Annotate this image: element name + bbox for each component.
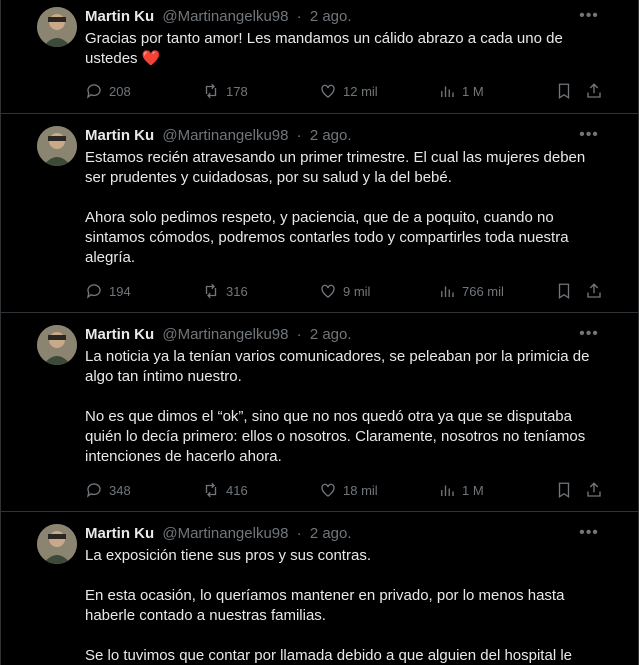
tweet-header [85,7,618,27]
author-name[interactable]: Martin Ku [85,525,155,542]
share-icon [585,481,603,499]
bookmark-button[interactable] [555,479,573,501]
avatar-image [37,325,77,365]
like-count: 9 mil [343,283,371,299]
tweet-text [85,29,607,69]
share-button[interactable] [585,479,603,501]
views-button[interactable] [438,280,504,302]
like-button[interactable] [319,280,370,302]
tweet-header [85,325,618,345]
tweet-date[interactable]: 2 ago. [309,127,352,144]
tweet[interactable] [1,0,638,114]
author-handle[interactable]: @Martinangelku98 [162,525,289,542]
heart-emoji-icon: ❤️ [141,50,161,67]
tweet-date[interactable]: 2 ago. [309,525,352,542]
views-button[interactable] [438,80,484,102]
author-name[interactable]: Martin Ku [85,127,155,144]
retweet-button[interactable] [202,479,248,501]
share-icon [585,282,603,300]
views-count: 766 mil [462,283,504,299]
retweet-count: 416 [226,482,248,498]
tweet-paragraph: No es que dimos el “ok”, sino que no nos quedó otra ya que se disputaba quién lo decía primero: ellos o nosotros. Claramente, nosotros no teníamos intenciones de hacerlo ahora. [85,408,586,465]
bookmark-button[interactable] [555,280,573,302]
tweet[interactable] [1,512,638,665]
reply-icon [85,282,103,300]
reply-button[interactable] [85,479,131,501]
retweet-count: 178 [226,83,248,99]
avatar[interactable] [37,325,77,365]
views-count: 1 M [462,482,484,498]
tweet-actions [85,479,600,501]
like-count: 18 mil [343,482,378,498]
separator-dot: · [296,326,302,343]
tweet-paragraph: La exposición tiene sus pros y sus contras. [85,547,371,564]
tweet-header [85,126,618,146]
separator-dot: · [296,8,302,25]
reply-count: 194 [109,283,131,299]
like-icon [319,82,337,100]
retweet-icon [202,481,220,499]
tweet[interactable] [1,313,638,512]
like-count: 12 mil [343,83,378,99]
views-icon [438,82,456,100]
avatar-image [37,7,77,47]
views-count: 1 M [462,83,484,99]
retweet-icon [202,282,220,300]
tweet-header [85,524,618,544]
like-button[interactable] [319,479,378,501]
author-handle[interactable]: @Martinangelku98 [162,326,289,343]
tweet-paragraph: Se lo tuvimos que contar por llamada debido a que alguien del hospital le [85,647,572,664]
more-options-icon[interactable]: ••• [579,126,599,143]
author-name[interactable]: Martin Ku [85,326,155,343]
separator-dot: · [296,127,302,144]
bookmark-icon [555,82,573,100]
views-button[interactable] [438,479,484,501]
tweet-actions [85,280,600,302]
share-button[interactable] [585,80,603,102]
retweet-button[interactable] [202,280,248,302]
retweet-icon [202,82,220,100]
avatar[interactable] [37,524,77,564]
share-icon [585,82,603,100]
like-button[interactable] [319,80,378,102]
tweet-paragraph: Gracias por tanto amor! Les mandamos un cálido abrazo a cada uno de ustedes ❤️ [85,30,563,67]
like-icon [319,481,337,499]
author-name[interactable]: Martin Ku [85,8,155,25]
separator-dot: · [296,525,302,542]
retweet-count: 316 [226,283,248,299]
bookmark-icon [555,282,573,300]
more-options-icon[interactable]: ••• [579,7,599,24]
tweet-date[interactable]: 2 ago. [309,8,352,25]
tweet-date[interactable]: 2 ago. [309,326,352,343]
tweet[interactable] [1,114,638,313]
reply-count: 208 [109,83,131,99]
tweet-paragraph: En esta ocasión, lo queríamos mantener en privado, por lo menos hasta haberle contado a nuestras familias. [85,587,565,624]
tweet-text [85,546,607,665]
more-options-icon[interactable]: ••• [579,524,599,541]
retweet-button[interactable] [202,80,248,102]
tweet-text [85,148,607,268]
views-icon [438,481,456,499]
like-icon [319,282,337,300]
avatar[interactable] [37,7,77,47]
avatar-image [37,126,77,166]
author-handle[interactable]: @Martinangelku98 [162,8,289,25]
more-options-icon[interactable]: ••• [579,325,599,342]
reply-icon [85,82,103,100]
avatar[interactable] [37,126,77,166]
tweet-actions [85,80,600,102]
reply-button[interactable] [85,80,131,102]
share-button[interactable] [585,280,603,302]
reply-icon [85,481,103,499]
tweet-text [85,347,607,467]
tweet-paragraph: Estamos recién atravesando un primer trimestre. El cual las mujeres deben ser prudentes y cuidadosas, por su salud y la del bebé. [85,149,586,186]
views-icon [438,282,456,300]
bookmark-icon [555,481,573,499]
bookmark-button[interactable] [555,80,573,102]
author-handle[interactable]: @Martinangelku98 [162,127,289,144]
tweet-paragraph: Ahora solo pedimos respeto, y paciencia, que de a poquito, cuando no sintamos cómodos, podremos contarles todo y compartirles toda nuestra alegría. [85,209,569,266]
reply-count: 348 [109,482,131,498]
tweet-paragraph: La noticia ya la tenían varios comunicadores, se peleaban por la primicia de algo tan íntimo nuestro. [85,348,590,385]
avatar-image [37,524,77,564]
reply-button[interactable] [85,280,131,302]
